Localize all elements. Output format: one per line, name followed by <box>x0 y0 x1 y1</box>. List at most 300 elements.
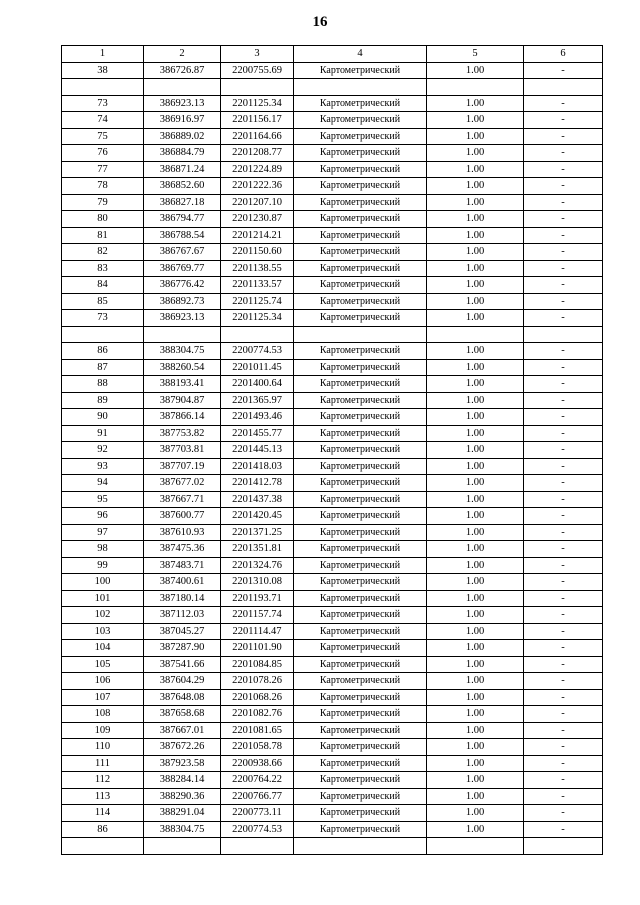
accuracy-cell: 1.00 <box>427 95 524 112</box>
y-coordinate-cell: 2201081.65 <box>221 722 294 739</box>
method-cell <box>294 838 427 855</box>
point-number-cell: 94 <box>62 475 144 492</box>
point-number-cell: 111 <box>62 755 144 772</box>
note-cell: - <box>524 557 603 574</box>
table-row <box>62 95 603 112</box>
note-cell: - <box>524 128 603 145</box>
method-cell: Картометрический <box>294 475 427 492</box>
x-coordinate-cell: 388193.41 <box>144 376 221 393</box>
x-coordinate-cell: 387658.68 <box>144 706 221 723</box>
method-cell: Картометрический <box>294 458 427 475</box>
accuracy-cell: 1.00 <box>427 293 524 310</box>
accuracy-cell: 1.00 <box>427 508 524 525</box>
y-coordinate-cell: 2201445.13 <box>221 442 294 459</box>
method-cell: Картометрический <box>294 491 427 508</box>
x-coordinate-cell: 387604.29 <box>144 673 221 690</box>
note-cell: - <box>524 508 603 525</box>
table-row <box>62 359 603 376</box>
x-coordinate-cell <box>144 838 221 855</box>
x-coordinate-cell: 387866.14 <box>144 409 221 426</box>
x-coordinate-cell: 387600.77 <box>144 508 221 525</box>
method-cell: Картометрический <box>294 640 427 657</box>
column-header: 4 <box>294 46 427 63</box>
point-number-cell: 100 <box>62 574 144 591</box>
y-coordinate-cell: 2201133.57 <box>221 277 294 294</box>
note-cell: - <box>524 722 603 739</box>
note-cell: - <box>524 194 603 211</box>
point-number-cell: 113 <box>62 788 144 805</box>
method-cell: Картометрический <box>294 689 427 706</box>
accuracy-cell: 1.00 <box>427 706 524 723</box>
y-coordinate-cell <box>221 79 294 96</box>
table-row <box>62 244 603 261</box>
accuracy-cell: 1.00 <box>427 574 524 591</box>
point-number-cell: 80 <box>62 211 144 228</box>
point-number-cell: 86 <box>62 343 144 360</box>
table-row <box>62 277 603 294</box>
accuracy-cell: 1.00 <box>427 260 524 277</box>
y-coordinate-cell: 2200774.53 <box>221 821 294 838</box>
note-cell: - <box>524 260 603 277</box>
accuracy-cell: 1.00 <box>427 145 524 162</box>
x-coordinate-cell: 388304.75 <box>144 343 221 360</box>
note-cell: - <box>524 475 603 492</box>
accuracy-cell: 1.00 <box>427 524 524 541</box>
accuracy-cell: 1.00 <box>427 409 524 426</box>
x-coordinate-cell: 387541.66 <box>144 656 221 673</box>
x-coordinate-cell: 386923.13 <box>144 95 221 112</box>
accuracy-cell <box>427 838 524 855</box>
table-row <box>62 772 603 789</box>
table-row <box>62 541 603 558</box>
table-row <box>62 838 603 855</box>
accuracy-cell: 1.00 <box>427 805 524 822</box>
x-coordinate-cell: 386892.73 <box>144 293 221 310</box>
accuracy-cell <box>427 79 524 96</box>
x-coordinate-cell <box>144 326 221 343</box>
point-number-cell: 93 <box>62 458 144 475</box>
method-cell: Картометрический <box>294 293 427 310</box>
note-cell: - <box>524 161 603 178</box>
accuracy-cell: 1.00 <box>427 788 524 805</box>
point-number-cell: 74 <box>62 112 144 129</box>
point-number-cell: 98 <box>62 541 144 558</box>
y-coordinate-cell: 2200938.66 <box>221 755 294 772</box>
method-cell: Картометрический <box>294 145 427 162</box>
x-coordinate-cell: 387045.27 <box>144 623 221 640</box>
x-coordinate-cell: 387648.08 <box>144 689 221 706</box>
y-coordinate-cell: 2201420.45 <box>221 508 294 525</box>
note-cell: - <box>524 376 603 393</box>
method-cell: Картометрический <box>294 260 427 277</box>
table-row <box>62 788 603 805</box>
method-cell: Картометрический <box>294 194 427 211</box>
y-coordinate-cell: 2201455.77 <box>221 425 294 442</box>
y-coordinate-cell: 2200773.11 <box>221 805 294 822</box>
x-coordinate-cell: 386852.60 <box>144 178 221 195</box>
y-coordinate-cell: 2201138.55 <box>221 260 294 277</box>
point-number-cell <box>62 838 144 855</box>
table-row <box>62 524 603 541</box>
point-number-cell: 107 <box>62 689 144 706</box>
note-cell: - <box>524 739 603 756</box>
note-cell: - <box>524 772 603 789</box>
method-cell <box>294 79 427 96</box>
method-cell: Картометрический <box>294 359 427 376</box>
method-cell: Картометрический <box>294 805 427 822</box>
point-number-cell: 85 <box>62 293 144 310</box>
note-cell: - <box>524 656 603 673</box>
column-header: 6 <box>524 46 603 63</box>
point-number-cell: 76 <box>62 145 144 162</box>
x-coordinate-cell: 387287.90 <box>144 640 221 657</box>
y-coordinate-cell: 2201068.26 <box>221 689 294 706</box>
note-cell: - <box>524 442 603 459</box>
accuracy-cell: 1.00 <box>427 640 524 657</box>
note-cell: - <box>524 277 603 294</box>
x-coordinate-cell: 386871.24 <box>144 161 221 178</box>
x-coordinate-cell: 387400.61 <box>144 574 221 591</box>
x-coordinate-cell: 388290.36 <box>144 788 221 805</box>
method-cell <box>294 326 427 343</box>
table-row <box>62 508 603 525</box>
point-number-cell: 99 <box>62 557 144 574</box>
x-coordinate-cell: 386767.67 <box>144 244 221 261</box>
y-coordinate-cell: 2201058.78 <box>221 739 294 756</box>
table-row <box>62 590 603 607</box>
table-row <box>62 392 603 409</box>
y-coordinate-cell: 2201114.47 <box>221 623 294 640</box>
table-row <box>62 458 603 475</box>
y-coordinate-cell: 2201164.66 <box>221 128 294 145</box>
y-coordinate-cell: 2201208.77 <box>221 145 294 162</box>
note-cell: - <box>524 425 603 442</box>
y-coordinate-cell: 2200766.77 <box>221 788 294 805</box>
x-coordinate-cell: 386916.97 <box>144 112 221 129</box>
x-coordinate-cell: 386889.02 <box>144 128 221 145</box>
table-row <box>62 409 603 426</box>
accuracy-cell: 1.00 <box>427 112 524 129</box>
y-coordinate-cell <box>221 326 294 343</box>
method-cell: Картометрический <box>294 343 427 360</box>
table-row <box>62 260 603 277</box>
point-number-cell: 96 <box>62 508 144 525</box>
accuracy-cell: 1.00 <box>427 541 524 558</box>
point-number-cell: 91 <box>62 425 144 442</box>
table-row <box>62 194 603 211</box>
y-coordinate-cell <box>221 838 294 855</box>
point-number-cell: 79 <box>62 194 144 211</box>
y-coordinate-cell: 2201351.81 <box>221 541 294 558</box>
point-number-cell: 108 <box>62 706 144 723</box>
x-coordinate-cell: 386776.42 <box>144 277 221 294</box>
y-coordinate-cell: 2201150.60 <box>221 244 294 261</box>
method-cell: Картометрический <box>294 392 427 409</box>
method-cell: Картометрический <box>294 310 427 327</box>
x-coordinate-cell: 387904.87 <box>144 392 221 409</box>
note-cell: - <box>524 524 603 541</box>
accuracy-cell: 1.00 <box>427 590 524 607</box>
accuracy-cell: 1.00 <box>427 722 524 739</box>
y-coordinate-cell: 2201437.38 <box>221 491 294 508</box>
table-row <box>62 310 603 327</box>
point-number-cell: 102 <box>62 607 144 624</box>
table-row <box>62 161 603 178</box>
table-row <box>62 425 603 442</box>
table-row <box>62 656 603 673</box>
y-coordinate-cell: 2201193.71 <box>221 590 294 607</box>
x-coordinate-cell: 387112.03 <box>144 607 221 624</box>
note-cell: - <box>524 392 603 409</box>
y-coordinate-cell: 2200764.22 <box>221 772 294 789</box>
note-cell: - <box>524 227 603 244</box>
note-cell: - <box>524 244 603 261</box>
point-number-cell <box>62 326 144 343</box>
x-coordinate-cell: 388260.54 <box>144 359 221 376</box>
point-number-cell: 84 <box>62 277 144 294</box>
table-row <box>62 706 603 723</box>
note-cell: - <box>524 211 603 228</box>
table-row <box>62 491 603 508</box>
method-cell: Картометрический <box>294 277 427 294</box>
point-number-cell: 73 <box>62 310 144 327</box>
accuracy-cell: 1.00 <box>427 442 524 459</box>
x-coordinate-cell: 387707.19 <box>144 458 221 475</box>
accuracy-cell: 1.00 <box>427 656 524 673</box>
x-coordinate-cell: 387672.26 <box>144 739 221 756</box>
y-coordinate-cell: 2201324.76 <box>221 557 294 574</box>
note-cell: - <box>524 607 603 624</box>
method-cell: Картометрический <box>294 425 427 442</box>
table-body <box>62 62 603 854</box>
accuracy-cell: 1.00 <box>427 211 524 228</box>
table-row <box>62 755 603 772</box>
accuracy-cell: 1.00 <box>427 821 524 838</box>
y-coordinate-cell: 2201125.34 <box>221 310 294 327</box>
method-cell: Картометрический <box>294 524 427 541</box>
y-coordinate-cell: 2200755.69 <box>221 62 294 79</box>
y-coordinate-cell: 2201011.45 <box>221 359 294 376</box>
method-cell: Картометрический <box>294 557 427 574</box>
point-number-cell: 110 <box>62 739 144 756</box>
table-row <box>62 293 603 310</box>
column-header: 3 <box>221 46 294 63</box>
note-cell: - <box>524 788 603 805</box>
method-cell: Картометрический <box>294 706 427 723</box>
note-cell: - <box>524 541 603 558</box>
y-coordinate-cell: 2201157.74 <box>221 607 294 624</box>
point-number-cell: 90 <box>62 409 144 426</box>
x-coordinate-cell: 386769.77 <box>144 260 221 277</box>
point-number-cell: 38 <box>62 62 144 79</box>
table-row <box>62 112 603 129</box>
table-row <box>62 739 603 756</box>
table-row <box>62 178 603 195</box>
accuracy-cell: 1.00 <box>427 557 524 574</box>
point-number-cell: 106 <box>62 673 144 690</box>
y-coordinate-cell: 2200774.53 <box>221 343 294 360</box>
y-coordinate-cell: 2201222.36 <box>221 178 294 195</box>
accuracy-cell: 1.00 <box>427 343 524 360</box>
table-row <box>62 640 603 657</box>
x-coordinate-cell: 388291.04 <box>144 805 221 822</box>
x-coordinate-cell: 386788.54 <box>144 227 221 244</box>
y-coordinate-cell: 2201230.87 <box>221 211 294 228</box>
method-cell: Картометрический <box>294 227 427 244</box>
method-cell: Картометрический <box>294 656 427 673</box>
method-cell: Картометрический <box>294 739 427 756</box>
table-row <box>62 607 603 624</box>
x-coordinate-cell: 387667.01 <box>144 722 221 739</box>
point-number-cell: 86 <box>62 821 144 838</box>
table-row <box>62 145 603 162</box>
table-row <box>62 623 603 640</box>
note-cell: - <box>524 95 603 112</box>
method-cell: Картометрический <box>294 788 427 805</box>
accuracy-cell: 1.00 <box>427 194 524 211</box>
point-number-cell: 105 <box>62 656 144 673</box>
point-number-cell: 97 <box>62 524 144 541</box>
method-cell: Картометрический <box>294 62 427 79</box>
table-row <box>62 442 603 459</box>
method-cell: Картометрический <box>294 722 427 739</box>
method-cell: Картометрический <box>294 244 427 261</box>
accuracy-cell: 1.00 <box>427 458 524 475</box>
accuracy-cell: 1.00 <box>427 277 524 294</box>
x-coordinate-cell: 386884.79 <box>144 145 221 162</box>
accuracy-cell: 1.00 <box>427 673 524 690</box>
note-cell: - <box>524 640 603 657</box>
point-number-cell: 104 <box>62 640 144 657</box>
point-number-cell: 89 <box>62 392 144 409</box>
table-row <box>62 326 603 343</box>
note-cell: - <box>524 145 603 162</box>
x-coordinate-cell: 387753.82 <box>144 425 221 442</box>
accuracy-cell: 1.00 <box>427 128 524 145</box>
note-cell: - <box>524 293 603 310</box>
point-number-cell: 103 <box>62 623 144 640</box>
accuracy-cell: 1.00 <box>427 310 524 327</box>
y-coordinate-cell: 2201371.25 <box>221 524 294 541</box>
method-cell: Картометрический <box>294 673 427 690</box>
note-cell: - <box>524 673 603 690</box>
point-number-cell: 101 <box>62 590 144 607</box>
note-cell: - <box>524 706 603 723</box>
y-coordinate-cell: 2201365.97 <box>221 392 294 409</box>
point-number-cell: 83 <box>62 260 144 277</box>
y-coordinate-cell: 2201214.21 <box>221 227 294 244</box>
table-row <box>62 227 603 244</box>
note-cell: - <box>524 112 603 129</box>
method-cell: Картометрический <box>294 161 427 178</box>
method-cell: Картометрический <box>294 541 427 558</box>
table-row <box>62 557 603 574</box>
accuracy-cell: 1.00 <box>427 161 524 178</box>
table-row <box>62 79 603 96</box>
x-coordinate-cell: 387483.71 <box>144 557 221 574</box>
accuracy-cell: 1.00 <box>427 178 524 195</box>
y-coordinate-cell: 2201400.64 <box>221 376 294 393</box>
y-coordinate-cell: 2201207.10 <box>221 194 294 211</box>
method-cell: Картометрический <box>294 112 427 129</box>
y-coordinate-cell: 2201224.89 <box>221 161 294 178</box>
point-number-cell: 87 <box>62 359 144 376</box>
accuracy-cell: 1.00 <box>427 739 524 756</box>
accuracy-cell: 1.00 <box>427 689 524 706</box>
note-cell: - <box>524 62 603 79</box>
table-row <box>62 128 603 145</box>
table-row <box>62 689 603 706</box>
note-cell <box>524 838 603 855</box>
note-cell: - <box>524 178 603 195</box>
note-cell: - <box>524 458 603 475</box>
method-cell: Картометрический <box>294 623 427 640</box>
x-coordinate-cell: 387180.14 <box>144 590 221 607</box>
note-cell: - <box>524 359 603 376</box>
accuracy-cell: 1.00 <box>427 244 524 261</box>
method-cell: Картометрический <box>294 95 427 112</box>
point-number-cell: 88 <box>62 376 144 393</box>
point-number-cell: 77 <box>62 161 144 178</box>
point-number-cell: 75 <box>62 128 144 145</box>
x-coordinate-cell: 386923.13 <box>144 310 221 327</box>
method-cell: Картометрический <box>294 409 427 426</box>
table-row <box>62 574 603 591</box>
y-coordinate-cell: 2201418.03 <box>221 458 294 475</box>
note-cell <box>524 326 603 343</box>
column-header: 5 <box>427 46 524 63</box>
point-number-cell: 112 <box>62 772 144 789</box>
method-cell: Картометрический <box>294 508 427 525</box>
table-row <box>62 475 603 492</box>
accuracy-cell: 1.00 <box>427 425 524 442</box>
table-row <box>62 343 603 360</box>
accuracy-cell: 1.00 <box>427 227 524 244</box>
x-coordinate-cell: 388304.75 <box>144 821 221 838</box>
method-cell: Картометрический <box>294 821 427 838</box>
y-coordinate-cell: 2201125.74 <box>221 293 294 310</box>
note-cell: - <box>524 623 603 640</box>
method-cell: Картометрический <box>294 211 427 228</box>
accuracy-cell: 1.00 <box>427 392 524 409</box>
note-cell: - <box>524 574 603 591</box>
accuracy-cell: 1.00 <box>427 376 524 393</box>
note-cell: - <box>524 409 603 426</box>
accuracy-cell: 1.00 <box>427 359 524 376</box>
page-number: 16 <box>312 14 328 30</box>
x-coordinate-cell: 386726.87 <box>144 62 221 79</box>
y-coordinate-cell: 2201493.46 <box>221 409 294 426</box>
note-cell: - <box>524 590 603 607</box>
table-row <box>62 673 603 690</box>
x-coordinate-cell: 388284.14 <box>144 772 221 789</box>
method-cell: Картометрический <box>294 128 427 145</box>
point-number-cell: 109 <box>62 722 144 739</box>
table-row <box>62 805 603 822</box>
accuracy-cell: 1.00 <box>427 755 524 772</box>
accuracy-cell: 1.00 <box>427 491 524 508</box>
accuracy-cell: 1.00 <box>427 62 524 79</box>
note-cell: - <box>524 491 603 508</box>
y-coordinate-cell: 2201078.26 <box>221 673 294 690</box>
note-cell: - <box>524 755 603 772</box>
note-cell <box>524 79 603 96</box>
method-cell: Картометрический <box>294 376 427 393</box>
accuracy-cell <box>427 326 524 343</box>
method-cell: Картометрический <box>294 755 427 772</box>
coordinates-table <box>61 45 603 855</box>
y-coordinate-cell: 2201084.85 <box>221 656 294 673</box>
